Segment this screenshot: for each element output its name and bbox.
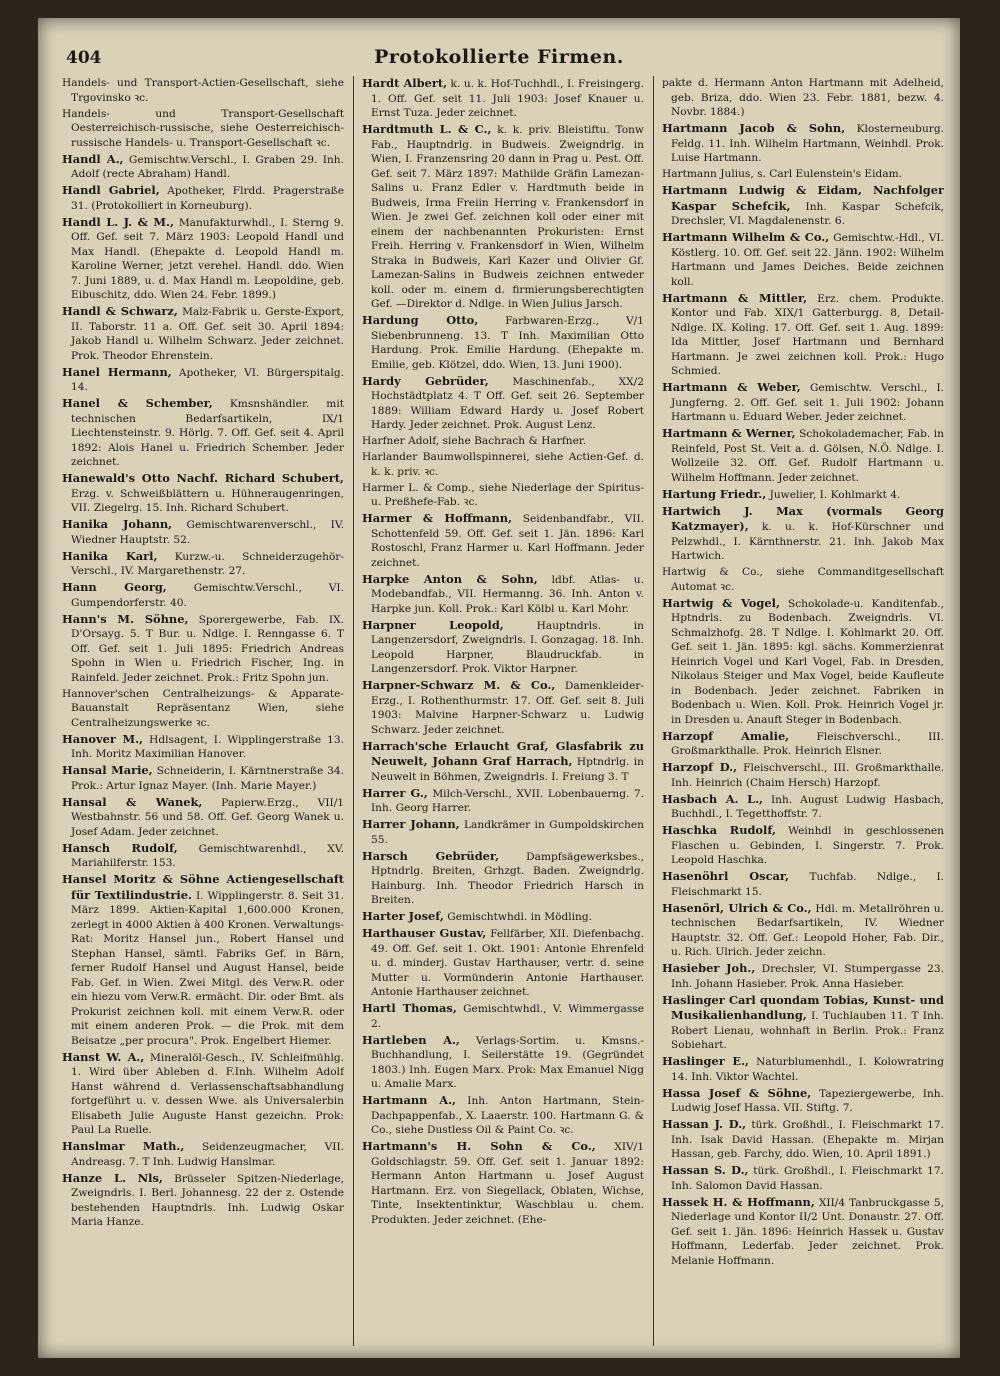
entry-text: k. k. priv. Bleistiftu. Tonw Fab., Hauptndrlg. in Budweis. Zweigndrlg. in Wien, I. Franzensring 20 dann in Prag u. Pest. Off. Gef. seit 7. März 1897: Mathilde Gräfin Lamezan-Salins u. Franz Edler v. Hardtmuth beide in Budweis, Irma Freiin Herring v. Frankensdorf in Wien. Je zwei Gef. zeichnen koll oder einer mit einem der nachbenannten Prokuristen: Ernst Freih. Herring v. Frankensdorf in Wien, Wilhelm Straka in Budweis, Karl Kazer und Olivier Gf. Lamezan-Salins in Budweis zeichnen entweder koll. oder m. einem d. firmierungsberechtigten Gef. —Direktor d. Ndlge. in Wien Julius Jarsch.	[371, 124, 644, 310]
entry-text: Weinhdl in geschlossenen Flaschen u. Gebinden, I. Singerstr. 7. Prok. Leopold Haschka.	[671, 825, 944, 866]
firm-name: Harpke Anton & Sohn,	[362, 571, 538, 586]
entry-text: Hdl. m. Metallröhren u. technischen Bedarfsartikeln, IV. Wiedner Hauptstr. 32. Off. Gef.: Leopold Hoher, Fab. Dir., u. Rich. Ulrich. Jeder zeichn.	[671, 902, 944, 958]
directory-entry	[62, 687, 344, 731]
directory-entry	[362, 313, 644, 372]
column-divider	[653, 76, 654, 1346]
directory-entry	[62, 732, 344, 762]
entry-text: Hartmann Julius, s. Carl Eulenstein's Eidam.	[662, 168, 903, 180]
firm-name: Handl & Schwarz,	[62, 304, 178, 318]
entry-text: Verlags-Sortim. u. Kmsns.-Buchhandlung, I. Seilerstätte 19. (Gegründet 1803.) Inh. Eugen Marx. Prok: Max Emanuel Nigg u. Amalie Marx.	[371, 1034, 644, 1090]
entry-text: Inh. Anton Hartmann, Stein-Dachpappenfab., X. Laaerstr. 100. Hartmann G. & Co., siehe Dustless Oil & Paint Co. ꝛc.	[371, 1095, 644, 1136]
firm-name: Hasieber Joh.,	[662, 961, 756, 975]
firm-name: Harzopf D.,	[662, 760, 738, 774]
entry-text: Gemischtwarenverschl., IV. Wiedner Hauptstr. 52.	[71, 519, 344, 546]
entry-text: Gemischtw. Verschl., I. Jungferng. 2. Off. Gef. seit 1. Juli 1902: Johann Hartmann u. Eduard Weber. Jeder zeichnet.	[671, 382, 944, 423]
directory-entry	[362, 450, 644, 479]
directory-entry	[662, 729, 944, 759]
firm-name: Hassan S. D.,	[662, 1163, 749, 1177]
directory-entry	[62, 795, 344, 840]
entry-text: ldbf. Atlas- u. Modebandfab., VII. Hermanng. 36. Inh. Anton v. Harpke jun. Koll. Prok.: Karl Kölbl u. Karl Mohr.	[371, 573, 644, 615]
entry-text: Gemischtw.Verschl., VI. Gumpendorferstr. 40.	[71, 582, 344, 609]
entry-text: Milch-Verschl., XVII. Lobenbauerng. 7. Inh. Georg Harrer.	[371, 787, 644, 814]
firm-name: Hasbach A. L.,	[662, 791, 764, 806]
firm-name: Hartmann Wilhelm & Co.,	[662, 230, 830, 244]
entry-text: türk. Großhdl., I. Fleischmarkt 17. Inh. Isak David Hassan. (Ehepakte m. Mirjan Hassan, geb. Farchy, ddo. Wien, 10. April 1891.)	[671, 1119, 944, 1160]
firm-name: Hanika Karl,	[62, 548, 158, 563]
directory-entry	[662, 869, 944, 899]
entry-text: Gemischtwhdl. in Mödling.	[447, 911, 593, 923]
firm-name: Hansal & Wanek,	[62, 794, 203, 809]
firm-name: Harrer Johann,	[362, 817, 460, 831]
directory-entry	[662, 426, 944, 485]
firm-name: Hanel Hermann,	[62, 364, 172, 379]
page-title: Protokollierte Firmen.	[374, 46, 624, 68]
entry-text: Hauptndrls. in Langenzersdorf, Zweigndrls. I. Gonzagag. 18. Inh. Leopold Harpner, Blaudruckfab. in Langenzersdorf. Prok. Viktor Harpner.	[371, 619, 644, 675]
entry-text: Harlander Baumwollspinnerei, siehe Actien-Gef. d. k. k. priv. ꝛc.	[362, 451, 644, 478]
entry-text: k. u. k. Hof-Tuchhdl., I. Freisingerg. 1. Off. Gef. seit 11. Juli 1903: Josef Knauer u. Ernst Tuza. Jeder zeichnet.	[371, 78, 644, 119]
firm-name: Hansel Moritz & Söhne Actiengesellschaft für Textilindustrie.	[62, 872, 344, 902]
firm-name: Hartmann & Werner,	[662, 426, 796, 440]
entry-text: Sporergewerbe, Fab. IX. D'Orsayg. 5. T Bur. u. Ndlge. I. Renngasse 6. T Off. Gef. seit 1. Juli 1895: Friedrich Andreas Spohn in Wien u. Friedrich Fischer, Ing. in Rainfeld. Jeder zeichnet. Prok.: Fritz Spohn jun.	[71, 613, 344, 684]
entry-text: Handels- und Transport-Actien-Gesellschaft, siehe Trgovinsko ꝛc.	[62, 77, 344, 104]
firm-name: Hassek H. & Hoffmann,	[662, 1194, 815, 1209]
directory-entry	[62, 763, 344, 793]
directory-entry	[62, 183, 344, 213]
firm-name: Hartleben A.,	[362, 1032, 460, 1047]
entry-text: I. Tuchlauben 11. T Inh. Robert Lienau, wohnhaft in Berlin. Prok.: Franz Sobiehart.	[671, 1010, 944, 1051]
firm-name: Hartmann & Mittler,	[662, 290, 808, 305]
entry-text: Naturblumenhdl., I. Kolowratring 14. Inh. Viktor Wachtel.	[671, 1056, 944, 1083]
firm-name: Hardy Gebrüder,	[362, 373, 489, 388]
directory-entry	[62, 152, 344, 182]
entry-text: Seidenbandfabr., VII. Schottenfeld 59. Off. Gef. seit 1. Jän. 1896: Karl Rostoschl, Franz Harmer u. Karl Hoffmann. Jeder zeichnet.	[371, 513, 644, 569]
directory-entry	[662, 993, 944, 1053]
directory-entry	[62, 841, 344, 871]
entry-text: Papierw.Erzg., VII/1 Westbahnstr. 56 und 58. Off. Gef. Georg Wanek u. Josef Adam. Jeder zeichnet.	[71, 796, 344, 838]
directory-entry	[362, 481, 644, 510]
entry-text: Fellfärber, XII. Diefenbachg. 49. Off. Gef. seit 1. Okt. 1901: Antonie Ehrenfeld u. d. minderj. Gustav Harthauser, vertr. d. seine Mutter u. Vormünderin Antonie Harthauser. Antonie Harthauser zeichnet.	[371, 928, 644, 998]
firm-name: Haslinger E.,	[662, 1054, 750, 1068]
firm-name: Hassan J. D.,	[662, 1117, 747, 1131]
firm-name: Harthauser Gustav,	[362, 926, 487, 940]
entry-text: Malz-Fabrik u. Gerste-Export, II. Taborstr. 11 a. Off. Gef. seit 30. April 1894: Jakob Handl u. Wilhelm Schwarz. Jeder zeichnet. Prok. Theodor Ehrenstein.	[71, 306, 344, 362]
directory-entry	[362, 926, 644, 1000]
entry-text: Tapeziergewerbe, Inh. Ludwig Josef Hassa. VII. Stiftg. 7.	[671, 1087, 944, 1114]
entry-text: Gemischtwhdl., V. Wimmergasse 2.	[371, 1003, 644, 1030]
firm-name: Hartwich J. Max (vormals Georg Katzmayer),	[662, 503, 944, 533]
entry-text: Gemischtw.-Hdl., VI. Köstlerg. 10. Off. Gef. seit 22. Jänn. 1902: Wilhelm Hartmann und James Deiches. Beide zeichnen koll.	[671, 232, 944, 288]
directory-entry	[62, 304, 344, 363]
directory-entry	[362, 374, 644, 433]
directory-entry	[662, 121, 944, 166]
firm-name: Hardung Otto,	[362, 313, 479, 327]
directory-entry	[362, 1139, 644, 1227]
firm-name: Harmer & Hoffmann,	[362, 511, 513, 525]
firm-name: Hanze L. Nls,	[62, 1170, 163, 1185]
directory-entry	[662, 1163, 944, 1193]
entry-text: I. Wipplingerstr. 8. Seit 31. März 1899. Aktien-Kapital 1,600.000 Kronen, zerlegt in 4000 Aktien à 400 Kronen. Verwaltungs-Rat: Moritz Hansel jun., Robert Hansel und Stephan Hansel, sämtl. Fabriks Gef. in Bärn, ferner Rudolf Hansel und August Hansel, beide Fab. Gef. in Wien. Zwei Mitgl. des Verw.R. oder ein hiezu vom Verw.R. ermächt. Dir. oder Bmt. als Prokurist zeichnen koll. mit einem Verw.R. oder mit einem anderen Prok. — die Prok. mit dem Beisatze „per procura". Prok. Engelbert Hiemer.	[71, 889, 344, 1047]
entry-text: Harfner Adolf, siehe Bachrach & Harfner.	[362, 435, 587, 447]
firm-name: Harter Josef,	[362, 909, 444, 923]
firm-name: Hassa Josef & Söhne,	[662, 1085, 812, 1100]
directory-entry	[362, 434, 644, 449]
directory-entry	[662, 76, 944, 120]
column-divider	[353, 76, 354, 1346]
firm-name: Handl Gabriel,	[62, 183, 160, 197]
directory-entry	[662, 1117, 944, 1162]
entry-columns	[62, 76, 942, 1348]
directory-entry	[362, 849, 644, 908]
directory-entry	[62, 396, 344, 470]
entry-text: Apotheker, Flrdd. Pragerstraße 31. (Protokolliert in Korneuburg).	[71, 185, 344, 212]
entry-text: Hdlsagent, I. Wipplingerstraße 13. Inh. Moritz Maximilian Hanover.	[71, 733, 344, 760]
entry-text: Klosterneuburg. Feldg. 11. Inh. Wilhelm Hartmann, Weinhdl. Prok. Luise Hartmann.	[671, 123, 944, 164]
directory-entry	[362, 786, 644, 816]
firm-name: Hardtmuth L. & C.,	[362, 122, 492, 136]
directory-entry	[62, 1171, 344, 1230]
directory-entry	[662, 1195, 944, 1269]
column-1	[62, 76, 344, 1348]
entry-text: Drechsler, VI. Stumpergasse 23. Inh. Johann Hasieber. Prok. Anna Hasieber.	[671, 963, 944, 990]
entry-text: Schneiderin, I. Kärntnerstraße 34. Prok.: Artur Ignaz Mayer. (Inh. Marie Mayer.)	[71, 765, 344, 792]
page-number: 404	[66, 48, 102, 68]
directory-entry	[662, 504, 944, 564]
firm-name: Hartmann's H. Sohn & Co.,	[362, 1139, 596, 1153]
directory-entry	[62, 549, 344, 579]
directory-entry	[62, 107, 344, 151]
firm-name: Hanewald's Otto Nachf. Richard Schubert,	[62, 471, 344, 485]
firm-name: Hartmann & Weber,	[662, 380, 801, 394]
entry-text: Handels- und Transport-Gesellschaft Oesterreichisch-russische, siehe Oesterreichisch-russische Handels- u. Transport-Gesellschaft ꝛc.	[62, 107, 344, 149]
entry-text: Erz. chem. Produkte. Kontor und Fab. XIX/1 Gatterburgg. 8, Detail-Ndlge. IX. Koling. 17. Off. Gef. seit 1. Aug. 1899: Ida Mittler, Josef Hartmann und Bernhard Hartmann. Je zwei zeichnen koll. Prok.: Hugo Schmied.	[671, 292, 944, 377]
entry-text: Dampfsägewerksbes., Hptndrlg. Breiten, Grhzgt. Baden. Zweigndrlg. Hainburg. Inh. Theodor Friedrich Harsch in Breiten.	[371, 850, 644, 906]
directory-entry	[362, 909, 644, 925]
firm-name: Hanslmar Math.,	[62, 1139, 185, 1153]
entry-text: Kurzw.-u. Schneiderzugehör-Verschl., IV. Margarethenstr. 27.	[71, 550, 344, 577]
directory-entry	[62, 471, 344, 516]
directory-entry	[662, 1086, 944, 1116]
entry-text: XII/4 Tanbruckgasse 5, Niederlage und Kontor II/2 Unt. Donaustr. 27. Off. Gef. seit 1. Jän. 1896: Heinrich Hassek u. Gustav Hoffmann, Lederfab. Jeder zeichnet. Prok. Melanie Hoffmann.	[671, 1196, 944, 1267]
entry-text: Mineralöl-Gesch., IV. Schleifmühlg. 1. Wird über Ableben d. F.Inh. Wilhelm Adolf Hanst während d. Verlassenschaftsabhandlung fortgeführt u. v. dessen Wwe. als Universalerbin Elisabeth Julie Auguste Hanst gezeichn. Prok: Paul La Ruelle.	[71, 1051, 344, 1136]
entry-text: Harmer L. & Comp., siehe Niederlage der Spiritus- u. Preßhefe-Fab. ꝛc.	[362, 481, 644, 508]
entry-text: pakte d. Hermann Anton Hartmann mit Adelheid, geb. Briza, ddo. Wien 23. Febr. 1881, bezw. 4. Novbr. 1884.)	[662, 77, 944, 118]
entry-text: Hannover'schen Centralheizungs- & Apparate-Bauanstalt Repräsentanz Wien, siehe Centralheizungswerke ꝛc.	[62, 687, 344, 729]
entry-text: Damenkleider-Erzg., I. Rothenthurmstr. 17. Off. Gef. seit 8. Juli 1903: Malvine Harpner-Schwarz u. Ludwig Schwarz. Jeder zeichnet.	[371, 680, 644, 736]
directory-entry	[362, 817, 644, 847]
directory-entry	[362, 572, 644, 617]
entry-text: k. u. k. Hof-Kürschner und Pelzwhdl., I. Kärnthnerstr. 21. Inh. Jakob Max Hartwich.	[671, 521, 944, 562]
directory-entry	[662, 792, 944, 822]
firm-name: Handl L. J. & M.,	[62, 214, 174, 229]
directory-entry	[62, 1050, 344, 1138]
firm-name: Hann Georg,	[62, 580, 167, 594]
firm-name: Hartung Friedr.,	[662, 486, 767, 501]
entry-text: Schokolade-u. Kanditenfab., Hptndrls. zu Bodenbach. Zweigndrls. VI. Schmalzhofg. 28. T Ndlge. I. Kohlmarkt 20. Off. Gef. seit 1. Jän. 1895: kgl. sächs. Kommerzienrat Heinrich Vogel und Karl Vogel, Fab. in Dresden, Nikolaus Steiger und Max Vogel, beide Kaufleute in Bodenbach. Jeder zeichnet. Fabriken in Bodenbach u. Wien. Koll. Prok. Heinrich Vogel jr. in Dresden u. Anauft Steger in Bodenbach.	[671, 597, 944, 726]
firm-name: Harzopf Amalie,	[662, 728, 790, 743]
directory-entry	[662, 961, 944, 991]
firm-name: Hartmann Ludwig & Eidam, Nachfolger Kaspar Schefcik,	[662, 183, 944, 213]
directory-entry	[62, 872, 344, 1048]
entry-text: Tuchfab. Ndlge., I. Fleischmarkt 15.	[671, 871, 944, 898]
directory-entry	[62, 215, 344, 303]
firm-name: Hanika Johann,	[62, 517, 173, 531]
entry-text: Hartwig & Co., siehe Commanditgesellschaft Automat ꝛc.	[662, 566, 944, 593]
entry-text: Gemischtwarenhdl., XV. Mariahilferstr. 153.	[71, 842, 344, 869]
entry-text: Farbwaren-Erzg., V/1 Siebenbrunneng. 13. T Inh. Maximilian Otto Hardung. Prok. Emilie Hardung. (Ehepakte m. Emilie, geb. Klötzel, ddo. Wien, 13. Juni 1900).	[371, 315, 644, 371]
directory-entry	[62, 365, 344, 395]
directory-entry	[62, 517, 344, 547]
firm-name: Hann's M. Söhne,	[62, 611, 189, 626]
entry-text: Landkrämer in Gumpoldskirchen 55.	[371, 819, 644, 846]
directory-entry	[662, 230, 944, 289]
entry-text: Kmsnshändler. mit technischen Bedarfsartikeln, IX/1 Liechtensteinstr. 9. Hörlg. 7. Off. Gef. seit 4. April 1892: Alois Hanel u. Friedrich Schember. Jeder zeichnet.	[71, 398, 344, 468]
firm-name: Hanst W. A.,	[62, 1049, 145, 1064]
firm-name: Harpner-Schwarz M. & Co.,	[362, 678, 556, 692]
directory-entry	[662, 596, 944, 728]
firm-name: Haslinger Carl quondam Tobias, Kunst- und Musikalienhandlung,	[662, 992, 944, 1022]
directory-entry	[62, 76, 344, 105]
directory-entry	[662, 183, 944, 229]
entry-text: Inh. Kaspar Schefcik, Drechsler, VI. Magdalenenstr. 6.	[671, 200, 944, 227]
directory-entry	[662, 565, 944, 594]
directory-entry	[62, 580, 344, 610]
entry-text: XIV/1 Goldschlagstr. 59. Off. Gef. seit 1. Januar 1892: Hermann Anton Hartmann u. Josef August Hartmann. Erz. von Siegellack, Oblaten, Wichse, Tinte, Insektentinktur, Waschblau u. chem. Produkten. Jeder zeichnet. (Ehe-	[371, 1141, 644, 1226]
firm-name: Handl A.,	[62, 151, 124, 166]
entry-text: Seidenzeugmacher, VII. Andreasg. 7. T Inh. Ludwig Hanslmar.	[71, 1141, 344, 1168]
directory-entry	[362, 678, 644, 737]
entry-text: Gemischtw.Verschl., I. Graben 29. Inh. Adolf (recte Abraham) Handl.	[71, 153, 344, 180]
entry-text: Fleischverschl., III. Großmarkthalle. Inh. Heinrich (Chaim Hersch) Harzopf.	[671, 762, 944, 789]
entry-text: Inh. August Ludwig Hasbach, Buchhdl., I. Tegetthoffstr. 7.	[671, 793, 944, 820]
directory-entry	[62, 1139, 344, 1169]
entry-text: Erzg. v. Schweißblättern u. Hühneraugenringen, VII. Ziegelrg. 15. Inh. Richard Schubert.	[71, 487, 344, 514]
firm-name: Hanel & Schember,	[62, 396, 213, 410]
firm-name: Hanover M.,	[62, 731, 144, 746]
entry-text: Juwelier, I. Kohlmarkt 4.	[769, 488, 901, 501]
entry-text: Hptndrlg. in Neuwelt in Böhmen, Zweigndrls. I. Freiung 3. T	[371, 756, 644, 783]
column-3	[662, 76, 944, 1348]
directory-entry	[362, 1093, 644, 1138]
directory-entry	[662, 167, 944, 182]
firm-name: Hartwig & Vogel,	[662, 595, 780, 610]
directory-entry	[662, 1054, 944, 1084]
directory-entry	[662, 380, 944, 425]
directory-entry	[662, 291, 944, 379]
entry-text: türk. Großhdl., I. Fleischmarkt 17. Inh. Salomon David Hassan.	[671, 1165, 944, 1192]
firm-name: Hasenöhrl Oscar,	[662, 869, 790, 883]
directory-entry	[362, 76, 644, 121]
firm-name: Harrer G.,	[362, 785, 428, 800]
directory-entry	[362, 1001, 644, 1031]
entry-text: Brüsseler Spitzen-Niederlage, Zweigndrls. I. Berl. Johannesg. 22 der z. Ostende bestehenden Hauptndrls. Inh. Ludwig Oskar Maria Hanze.	[71, 1172, 344, 1228]
directory-entry	[662, 487, 944, 503]
directory-entry	[362, 511, 644, 570]
directory-entry	[662, 823, 944, 868]
firm-name: Harpner Leopold,	[362, 617, 504, 632]
firm-name: Hansch Rudolf,	[62, 840, 178, 855]
directory-entry	[362, 618, 644, 677]
firm-name: Harrach'sche Erlaucht Graf, Glasfabrik zu Neuwelt, Johann Graf Harrach,	[362, 738, 644, 768]
directory-entry	[62, 612, 344, 686]
firm-name: Hardt Albert,	[362, 76, 448, 90]
directory-entry	[362, 739, 644, 785]
firm-name: Haschka Rudolf,	[662, 823, 776, 837]
directory-entry	[662, 901, 944, 960]
firm-name: Hartmann A.,	[362, 1093, 457, 1107]
firm-name: Hartmann Jacob & Sohn,	[662, 121, 846, 135]
directory-entry	[662, 760, 944, 790]
firm-name: Harsch Gebrüder,	[362, 848, 500, 863]
directory-entry	[362, 1033, 644, 1092]
firm-name: Hartl Thomas,	[362, 1001, 457, 1015]
directory-entry	[362, 122, 644, 312]
firm-name: Hasenörl, Ulrich & Co.,	[662, 900, 812, 915]
entry-text: Manufakturwhdl., I. Sterng 9. Off. Gef. seit 7. März 1903: Leopold Handl und Max Handl. (Ehepakte d. Leopold Handl m. Karoline Werner, jetzt verehel. Handl. ddo. Wien 7. Juni 1889, u. d. Max Handl m. Leopoldine, geb. Eibuschitz, ddo. Wien 24. Febr. 1899.)	[71, 216, 344, 301]
entry-text: Fleischverschl., III. Großmarkthalle. Prok. Heinrich Elsner.	[671, 730, 944, 757]
entry-text: Schokolademacher, Fab. in Reinfeld, Post St. Veit a. d. Gölsen, N.Ö. Ndlge. I. Wollzeile 32. Off. Gef. Rudolf Hartmann u. Wilhelm Hoffmann. Jeder zeichnet.	[671, 428, 944, 484]
entry-text: Maschinenfab., XX/2 Hochstädtplatz 4. T Off. Gef. seit 26. September 1889: William Edward Hardy u. Josef Robert Hardy. Jeder zeichnet. Prok. August Lenz.	[371, 375, 644, 431]
firm-name: Hansal Marie,	[62, 763, 153, 777]
entry-text: Apotheker, VI. Bürgerspitalg. 14.	[71, 366, 344, 393]
directory-page	[38, 18, 960, 1358]
column-2	[362, 76, 644, 1348]
